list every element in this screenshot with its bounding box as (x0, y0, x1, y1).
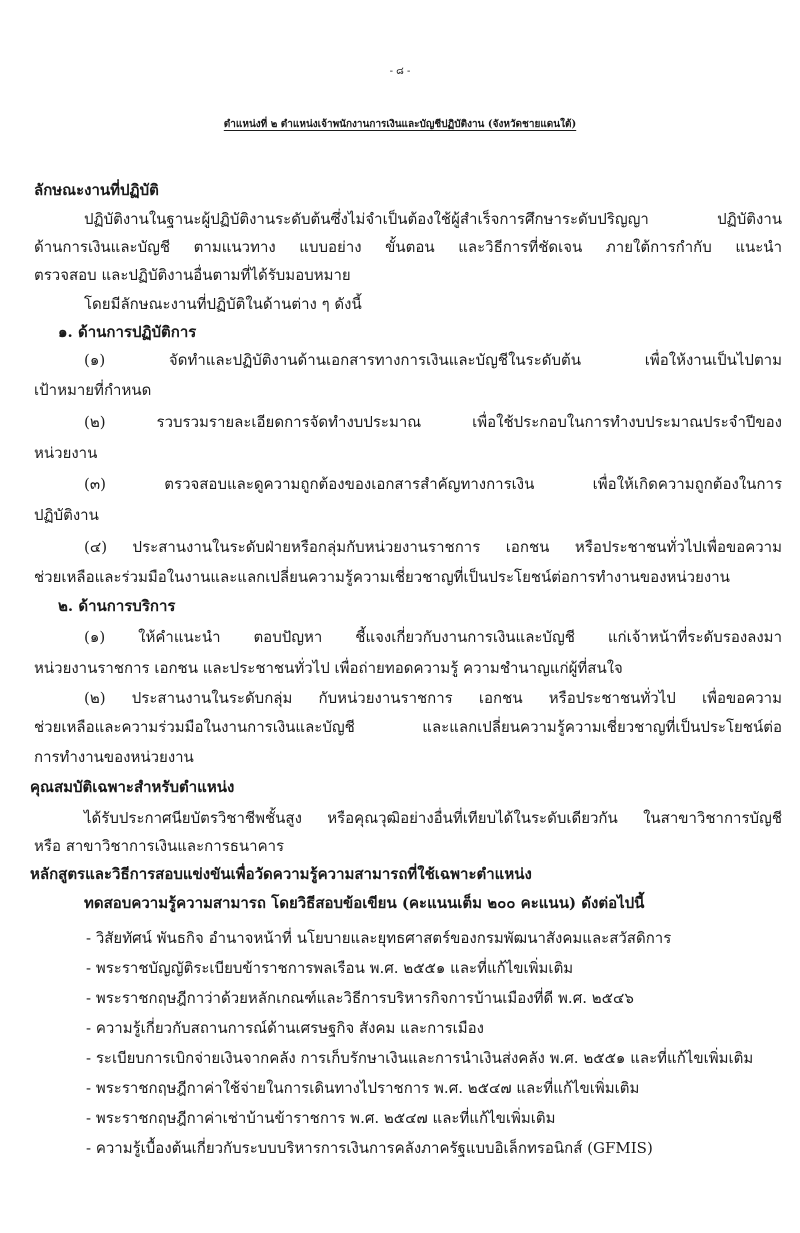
section1-item-4-line-1: (๔) ประสานงานในระดับฝ่ายหรือกลุ่มกับหน่วยงานราชการ เอกชน หรือประชาชนทั่วไปเพื่อขอความ (84, 538, 782, 556)
qualifications-heading: คุณสมบัติเฉพาะสำหรับตำแหน่ง (30, 778, 235, 796)
section1-item-3-line-2: ปฏิบัติงาน (34, 506, 99, 524)
exam-topic-3: - พระราชกฤษฎีกาว่าด้วยหลักเกณฑ์และวิธีการบริหารกิจการบ้านเมืองที่ดี พ.ศ. ๒๕๔๖ (86, 989, 634, 1007)
section2-item-1-line-2: หน่วยงานราชการ เอกชน และประชาชนทั่วไป เพื่อถ่ายทอดความรู้ ความชำนาญแก่ผู้ที่สนใจ (34, 659, 623, 677)
job-nature-intro-line-2: ด้านการเงินและบัญชี ตามแนวทาง แบบอย่าง ขั้นตอน และวิธีการที่ชัดเจน ภายใต้การกำกับ แนะนำ (34, 238, 782, 256)
exam-topic-7: - พระราชกฤษฎีกาค่าเช่าบ้านข้าราชการ พ.ศ. ๒๕๔๗ และที่แก้ไขเพิ่มเติม (86, 1109, 556, 1127)
exam-topic-2: - พระราชบัญญัติระเบียบข้าราชการพลเรือน พ.ศ. ๒๕๕๑ และที่แก้ไขเพิ่มเติม (86, 959, 574, 977)
exam-topic-6: - พระราชกฤษฎีกาค่าใช้จ่ายในการเดินทางไปราชการ พ.ศ. ๒๕๔๗ และที่แก้ไขเพิ่มเติม (86, 1079, 640, 1097)
section1-item-4-line-2: ช่วยเหลือและร่วมมือในงานและแลกเปลี่ยนความรู้ความเชี่ยวชาญที่เป็นประโยชน์ต่อการทำงานของหน่วยงาน (34, 568, 730, 586)
section1-item-2-line-2: หน่วยงาน (34, 444, 98, 462)
section2-item-2-line-1: (๒) ประสานงานในระดับกลุ่ม กับหน่วยงานราชการ เอกชน หรือประชาชนทั่วไป เพื่อขอความ (84, 689, 782, 707)
qualifications-line-2: หรือ สาขาวิชาการเงินและการธนาคาร (34, 837, 285, 855)
section2-item-2-line-2: ช่วยเหลือและความร่วมมือในงานการเงินและบัญชี และแลกเปลี่ยนความรู้ความเชี่ยวชาญที่เป็นประโยชน์ต่อ (34, 718, 782, 736)
exam-topic-5: - ระเบียบการเบิกจ่ายเงินจากคลัง การเก็บรักษาเงินและการนำเงินส่งคลัง พ.ศ. ๒๕๕๑ และที่แก้ไขเพิ่มเติม (86, 1049, 754, 1067)
qualifications-line-1: ได้รับประกาศนียบัตรวิชาชีพชั้นสูง หรือคุณวุฒิอย่างอื่นที่เทียบได้ในระดับเดียวกัน ในสาขาวิชาการบัญชี (84, 809, 782, 827)
document-title: ตำแหน่งที่ ๒ ตำแหน่งเจ้าพนักงานการเงินและบัญชีปฏิบัติงาน (จังหวัดชายแดนใต้) (223, 119, 577, 130)
job-nature-intro-line-3: ตรวจสอบ และปฏิบัติงานอื่นตามที่ได้รับมอบหมาย (34, 266, 351, 284)
areas-intro: โดยมีลักษณะงานที่ปฏิบัติในด้านต่าง ๆ ดังนี้ (84, 295, 362, 313)
section2-heading: ๒. ด้านการบริการ (58, 597, 176, 615)
section1-heading: ๑. ด้านการปฏิบัติการ (58, 323, 197, 341)
section1-item-1-line-1: (๑) จัดทำและปฏิบัติงานด้านเอกสารทางการเงินและบัญชีในระดับต้น เพื่อให้งานเป็นไปตาม (84, 351, 782, 369)
exam-topic-1: - วิสัยทัศน์ พันธกิจ อำนาจหน้าที่ นโยบายและยุทธศาสตร์ของกรมพัฒนาสังคมและสวัสดิการ (86, 929, 672, 947)
exam-heading: หลักสูตรและวิธีการสอบแข่งขันเพื่อวัดความรู้ความสามารถที่ใช้เฉพาะตำแหน่ง (30, 865, 532, 883)
section1-item-3-line-1: (๓) ตรวจสอบและดูความถูกต้องของเอกสารสำคัญทางการเงิน เพื่อให้เกิดความถูกต้องในการ (84, 475, 782, 493)
job-nature-heading: ลักษณะงานที่ปฏิบัติ (34, 181, 159, 199)
exam-topic-4: - ความรู้เกี่ยวกับสถานการณ์ด้านเศรษฐกิจ สังคม และการเมือง (86, 1019, 484, 1037)
section2-item-1-line-1: (๑) ให้คำแนะนำ ตอบปัญหา ชี้แจงเกี่ยวกับงานการเงินและบัญชี แก่เจ้าหน้าที่ระดับรองลงมา (84, 628, 782, 646)
section2-item-2-line-3: การทำงานของหน่วยงาน (34, 748, 194, 766)
section1-item-2-line-1: (๒) รวบรวมรายละเอียดการจัดทำงบประมาณ เพื่อใช้ประกอบในการทำงบประมาณประจำปีของ (84, 413, 782, 431)
page-number: - ๘ - (389, 66, 411, 77)
section1-item-1-line-2: เป้าหมายที่กำหนด (34, 381, 152, 399)
job-nature-intro-line-1: ปฏิบัติงานในฐานะผู้ปฏิบัติงานระดับต้นซึ่งไม่จำเป็นต้องใช้ผู้สำเร็จการศึกษาระดับปริญญา ปฏิบัติงาน (84, 210, 782, 228)
exam-subheading: ทดสอบความรู้ความสามารถ โดยวิธีสอบข้อเขียน (คะแนนเต็ม ๒๐๐ คะแนน) ดังต่อไปนี้ (84, 894, 645, 912)
exam-topic-8: - ความรู้เบื้องต้นเกี่ยวกับระบบบริหารการเงินการคลังภาครัฐแบบอิเล็กทรอนิกส์ (GFMIS) (86, 1139, 653, 1157)
